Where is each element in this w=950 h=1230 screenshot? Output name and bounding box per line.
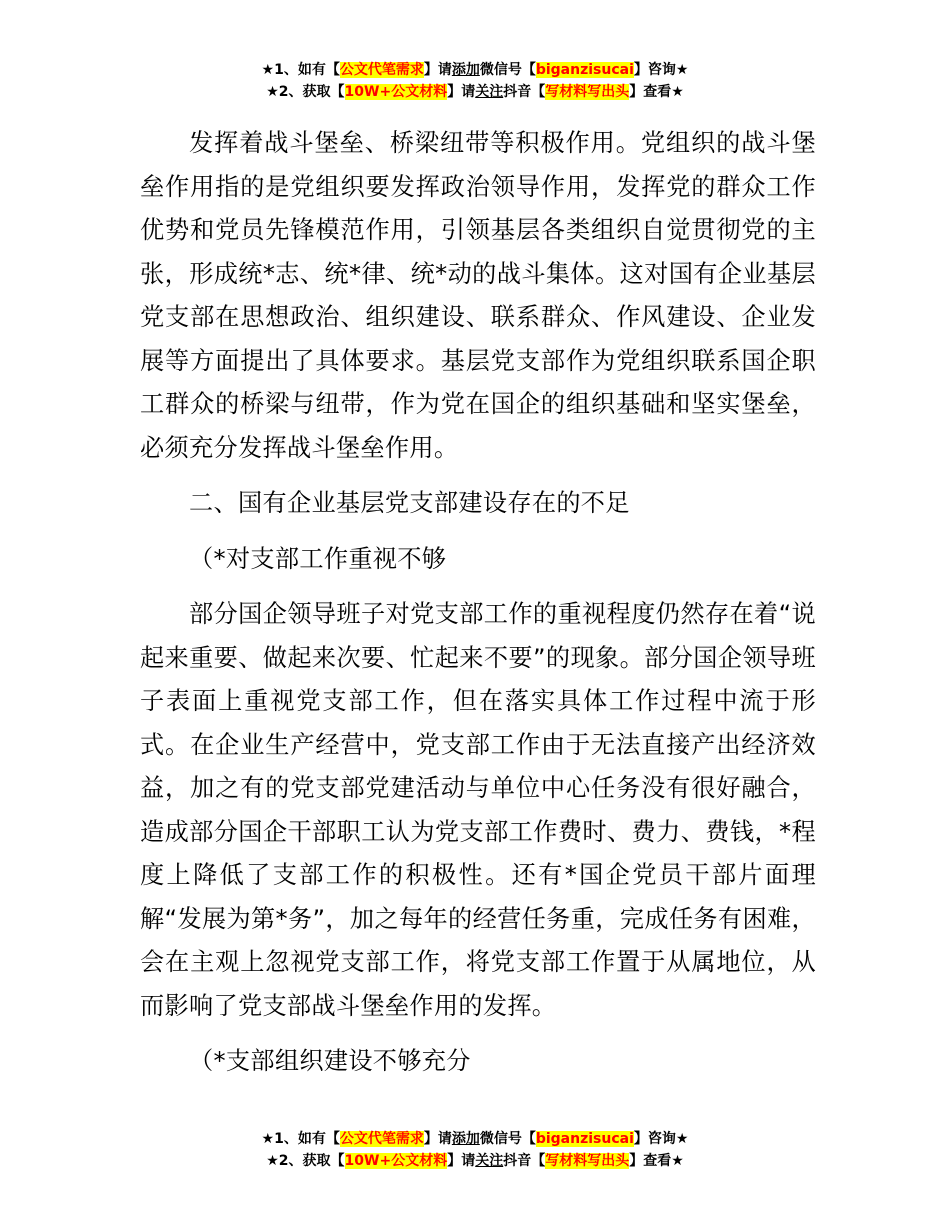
paragraph-1: 发挥着战斗堡垒、桥梁纽带等积极作用。党组织的战斗堡垒作用指的是党组织要发挥政治领导作用，发挥党的群众工作优势和党员先锋模范作用，引领基层各类组织自觉贯彻党的主张，形成统*志、统*律、统*动的战斗集体。这对国有企业基层党支部在思想政治、组织建设、联系群众、作风建设、企业发展等方面提出了具体要求。基层党支部作为党组织联系国企职工群众的桥梁与纽带，作为党在国企的组织基础和坚实堡垒，必须充分发挥战斗堡垒作用。	[140, 129, 816, 462]
underlined-follow: 关注	[475, 1153, 504, 1169]
banner-text: 1、如有【	[274, 62, 340, 78]
banner-line-1	[0, 59, 950, 81]
highlight-douyin-id: 写材料写出头	[545, 84, 630, 100]
banner-text: 微信号【	[479, 1131, 536, 1147]
banner-text: 2、获取【	[278, 1153, 345, 1169]
star-icon: ★	[266, 84, 279, 100]
banner-text: 】请	[423, 62, 452, 78]
banner-text: 1、如有【	[274, 1131, 340, 1147]
banner-text: 微信号【	[479, 62, 536, 78]
section-heading: 二、国有企业基层党支部建设存在的不足	[189, 489, 630, 517]
banner-text: 】请	[423, 1131, 452, 1147]
paragraph-2: 部分国企领导班子对党支部工作的重视程度仍然存在着“说起来重要、做起来次要、忙起来不要”的现象。部分国企领导班子表面上重视党支部工作，但在落实具体工作过程中流于形式。在企业生产经营中，党支部工作由于无法直接产出经济效益，加之有的党支部党建活动与单位中心任务没有很好融合，造成部分国企干部职工认为党支部工作费时、费力、费钱，*程度上降低了支部工作的积极性。还有*国企党员干部片面理解“发展为第*务”，加之每年的经营任务重，完成任务有困难，会在主观上忽视党支部工作，将党支部工作置于从属地位，从而影响了党支部战斗堡垒作用的发挥。	[140, 600, 816, 1020]
highlight-service: 公文代笔需求	[339, 62, 424, 78]
subsection-heading-1: （*对支部工作重视不够	[189, 544, 447, 573]
star-icon: ★	[261, 1131, 275, 1147]
subsection-heading-2: （*支部组织建设不够充分	[189, 1047, 471, 1075]
highlight-wechat-id: biganzisucai	[535, 62, 634, 78]
banner-line-2	[0, 81, 950, 103]
banner-text: 】请	[447, 84, 476, 100]
highlight-douyin-id: 写材料写出头	[545, 1153, 630, 1169]
star-icon: ★	[671, 1153, 684, 1169]
header-banner	[0, 59, 950, 103]
underlined-follow: 关注	[475, 84, 504, 100]
star-icon: ★	[675, 62, 689, 78]
star-icon: ★	[261, 62, 275, 78]
banner-text: 2、获取【	[278, 84, 345, 100]
highlight-service: 公文代笔需求	[339, 1131, 424, 1147]
star-icon: ★	[266, 1153, 279, 1169]
banner-text: 抖音【	[503, 84, 546, 100]
banner-text: 】咨询	[633, 1131, 676, 1147]
banner-line-1	[0, 1128, 950, 1150]
star-icon: ★	[671, 84, 684, 100]
banner-text: 抖音【	[503, 1153, 546, 1169]
banner-line-2	[0, 1150, 950, 1172]
underlined-add: 添加	[451, 1131, 480, 1147]
banner-text: 】咨询	[633, 62, 676, 78]
highlight-materials: 10W+公文材料	[344, 84, 448, 100]
underlined-add: 添加	[451, 62, 480, 78]
star-icon: ★	[675, 1131, 689, 1147]
highlight-wechat-id: biganzisucai	[535, 1131, 634, 1147]
banner-text: 】查看	[629, 84, 672, 100]
document-body	[140, 122, 816, 1084]
banner-text: 】请	[447, 1153, 476, 1169]
footer-banner	[0, 1128, 950, 1172]
banner-text: 】查看	[629, 1153, 672, 1169]
highlight-materials: 10W+公文材料	[344, 1153, 448, 1169]
